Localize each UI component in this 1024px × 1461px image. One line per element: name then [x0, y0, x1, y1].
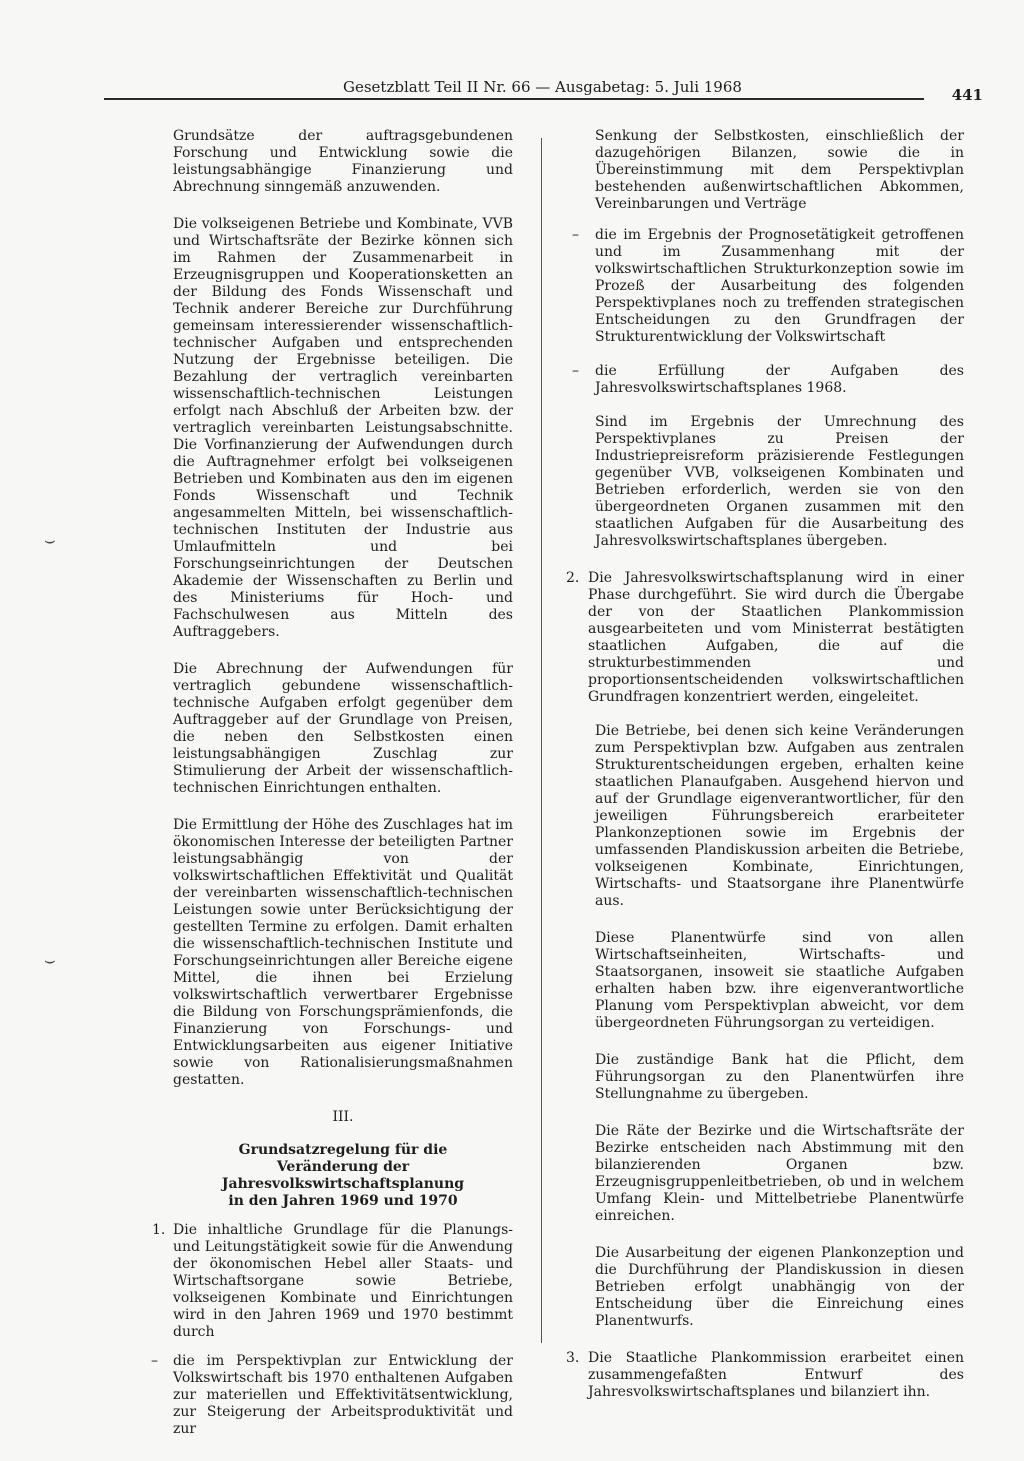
dash-mark: –: [572, 227, 579, 243]
left-column: [135, 128, 513, 1438]
dash-item: [151, 1353, 513, 1438]
paragraph: Senkung der Selbstkosten, einschließlich der dazugehörigen Bilanzen, sowie die in Übereinstimmung mit dem Perspektivplan bestehenden außenwirtschaftlichen Abkommen, Vereinbarungen und Verträge: [595, 128, 964, 212]
item-text: Die inhaltliche Grundlage für die Planungs- und Leitungstätigkeit sowie für die Anwendung der ökonomischen Hebel aller Staats- und Wirtschaftsorgane sowie Betriebe, volkseigenen Kombinate und Einrichtungen wird in den Jahren 1969 und 1970 bestimmt durch: [173, 1222, 513, 1340]
right-column: [560, 128, 964, 1418]
page-header: [100, 78, 985, 104]
margin-checkmark: ⌣: [44, 530, 56, 551]
header-rule: [104, 98, 924, 100]
page-number: 441: [951, 86, 983, 104]
dash-text: die im Ergebnis der Prognosetätigkeit getroffenen und im Zusammenhang mit der volkswirtschaftlichen Strukturkonzeption sowie im Prozeß der Ausarbeitung des folgenden Perspektivplanes noch zu treffenden strategischen Entscheidungen zu den Grundfragen der Strukturentwicklung der Volkswirtschaft: [595, 227, 964, 345]
section-number: III.: [332, 1109, 354, 1125]
dash-mark: –: [151, 1353, 158, 1369]
dash-mark: –: [572, 363, 579, 379]
paragraph: Diese Planentwürfe sind von allen Wirtschaftseinheiten, Wirtschafts- und Staatsorganen, insoweit sie staatliche Aufgaben erhalten haben bzw. ihre eigenverantwortliche Planung vom Perspektivplan abweicht, vor dem übergeordneten Führungsorgan zu verteidigen.: [595, 930, 964, 1031]
item-number: 2.: [566, 570, 580, 586]
item-text: Die Staatliche Plankommission erarbeitet einen zusammengefaßten Entwurf des Jahresvolkswirtschaftsplanes und bilanziert ihn.: [588, 1350, 964, 1400]
item-text: Die Jahresvolkswirtschaftsplanung wird in einer Phase durchgeführt. Sie wird durch die Übergabe der von der Staatlichen Plankommission ausgearbeiteten und vom Ministerrat bestätigten staatlichen Aufgaben, die auf die strukturbestimmenden und proportionsentscheidenden volkswirtschaftlichen Grundfragen konzentriert werden, eingeleitet.: [588, 570, 964, 705]
list-item: [560, 570, 964, 706]
dash-item: [560, 227, 964, 346]
paragraph: Die Abrechnung der Aufwendungen für vertraglich gebundene wissenschaftlich-technische Aufgaben erfolgt gegenüber dem Auftraggeber auf der Grundlage von Preisen, die neben den Selbstkosten einen leistungsabhängigen Zuschlag zur Stimulierung der Arbeit der wissenschaftlich-technischen Einrichtungen enthalten.: [173, 661, 513, 796]
paragraph: Die volkseigenen Betriebe und Kombinate, VVB und Wirtschaftsräte der Bezirke können sich im Rahmen der Zusammenarbeit in Erzeugnisgruppen und Kooperationsketten an der Bildung des Fonds Wissenschaft und Technik anderer Bereiche zur Durchführung gemeinsam interessierender wissenschaftlich-technischer Aufgaben und entsprechenden Nutzung der Ergebnisse beteiligen. Die Bezahlung der vertraglich vereinbarten wissenschaftlich-technischen Leistungen erfolgt nach Abschluß der Arbeiten bzw. der vertraglich vereinbarten Leistungsabschnitte. Die Vorfinanzierung der Aufwendungen durch die Auftragnehmer erfolgt bei volkseigenen Betrieben und Kombinaten aus den im eigenen Fonds Wissenschaft und Technik angesammelten Mitteln, bei wissenschaftlich-technischen Instituten der Industrie aus Umlaufmitteln und bei Forschungseinrichtungen der Deutschen Akademie der Wissenschaften zu Berlin und des Ministeriums für Hoch- und Fachschulwesen aus Mitteln des Auftraggebers.: [173, 216, 513, 640]
paragraph: Die Ausarbeitung der eigenen Plankonzeption und die Durchführung der Plandiskussion in diesen Betrieben erfolgt unabhängig von der Entscheidung über die Einreichung eines Planentwurfs.: [595, 1245, 964, 1329]
dash-text: die Erfüllung der Aufgaben des Jahresvolkswirtschaftsplanes 1968.: [595, 363, 964, 396]
paragraph: Die Ermittlung der Höhe des Zuschlages hat im ökonomischen Interesse der beteiligten Partner leistungsabhängig von der volkswirtschaftlichen Effektivität und Qualität der vereinbarten wissenschaftlich-technischen Leistungen sowie unter Berücksichtigung der gestellten Termine zu erfolgen. Damit erhalten die wissenschaftlich-technischen Institute und Forschungseinrichtungen aller Bereiche eigene Mittel, die ihnen bei Erzielung volkswirtschaftlich verwertbarer Ergebnisse die Bildung von Forschungsprämienfonds, die Finanzierung von Forschungs- und Entwicklungsarbeiten aus eigener Initiative sowie von Rationalisierungsmaßnahmen gestatten.: [173, 817, 513, 1088]
item-number: 3.: [566, 1350, 580, 1366]
paragraph: Grundsätze der auftragsgebundenen Forschung und Entwicklung sowie die leistungsabhängige Finanzierung und Abrechnung sinngemäß anzuwenden.: [173, 128, 513, 195]
dash-text: die im Perspektivplan zur Entwicklung der Volkswirtschaft bis 1970 enthaltenen Aufgaben zur materiellen und Effektivitätsentwicklung, zur Steigerung der Arbeitsproduktivität und zur: [173, 1353, 513, 1437]
list-item: [152, 1222, 513, 1341]
paragraph: Die Betriebe, bei denen sich keine Veränderungen zum Perspektivplan bzw. Aufgaben aus zentralen Strukturentscheidungen ergeben, erhalten keine staatlichen Planaufgaben. Ausgehend hiervon und auf der Grundlage eigenverantwortlicher, für den jeweiligen Führungsbereich erarbeiteter Plankonzeptionen sowie im Ergebnis der umfassenden Plandiskussion arbeiten die Betriebe, volkseigenen Kombinate, Einrichtungen, Wirtschafts- und Staatsorgane ihre Planentwürfe aus.: [595, 723, 964, 909]
paragraph: Die Räte der Bezirke und die Wirtschaftsräte der Bezirke entscheiden nach Abstimmung mit den bilanzierenden Organen bzw. Erzeugnisgruppenleitbetrieben, ob und in welchem Umfang Klein- und Mittelbetriebe Planentwürfe einreichen.: [595, 1123, 964, 1224]
numbered-list: [135, 1222, 513, 1438]
header-title: Gesetzblatt Teil II Nr. 66 — Ausgabetag: 5. Juli 1968: [343, 78, 742, 96]
paragraph: Sind im Ergebnis der Umrechnung des Perspektivplanes zu Preisen der Industriepreisreform präzisierende Festlegungen gegenüber VVB, volkseigenen Kombinaten und Betrieben erforderlich, werden sie von den übergeordneten Organen zusammen mit den staatlichen Aufgaben für die Ausarbeitung des Jahresvolkswirtschaftsplanes übergeben.: [595, 414, 964, 549]
section-heading: Grundsatzregelung für die Veränderung der Jahresvolkswirtschaftsplanung in den Jahren 1969 und 1970: [221, 1142, 465, 1209]
dash-item: [560, 363, 964, 397]
margin-checkmark: ⌣: [44, 950, 56, 971]
column-divider: [541, 138, 542, 1343]
list-item: [560, 1350, 964, 1401]
paragraph: Die zuständige Bank hat die Pflicht, dem Führungsorgan zu den Planentwürfen ihre Stellungnahme zu übergeben.: [595, 1052, 964, 1102]
item-number: 1.: [152, 1222, 166, 1238]
